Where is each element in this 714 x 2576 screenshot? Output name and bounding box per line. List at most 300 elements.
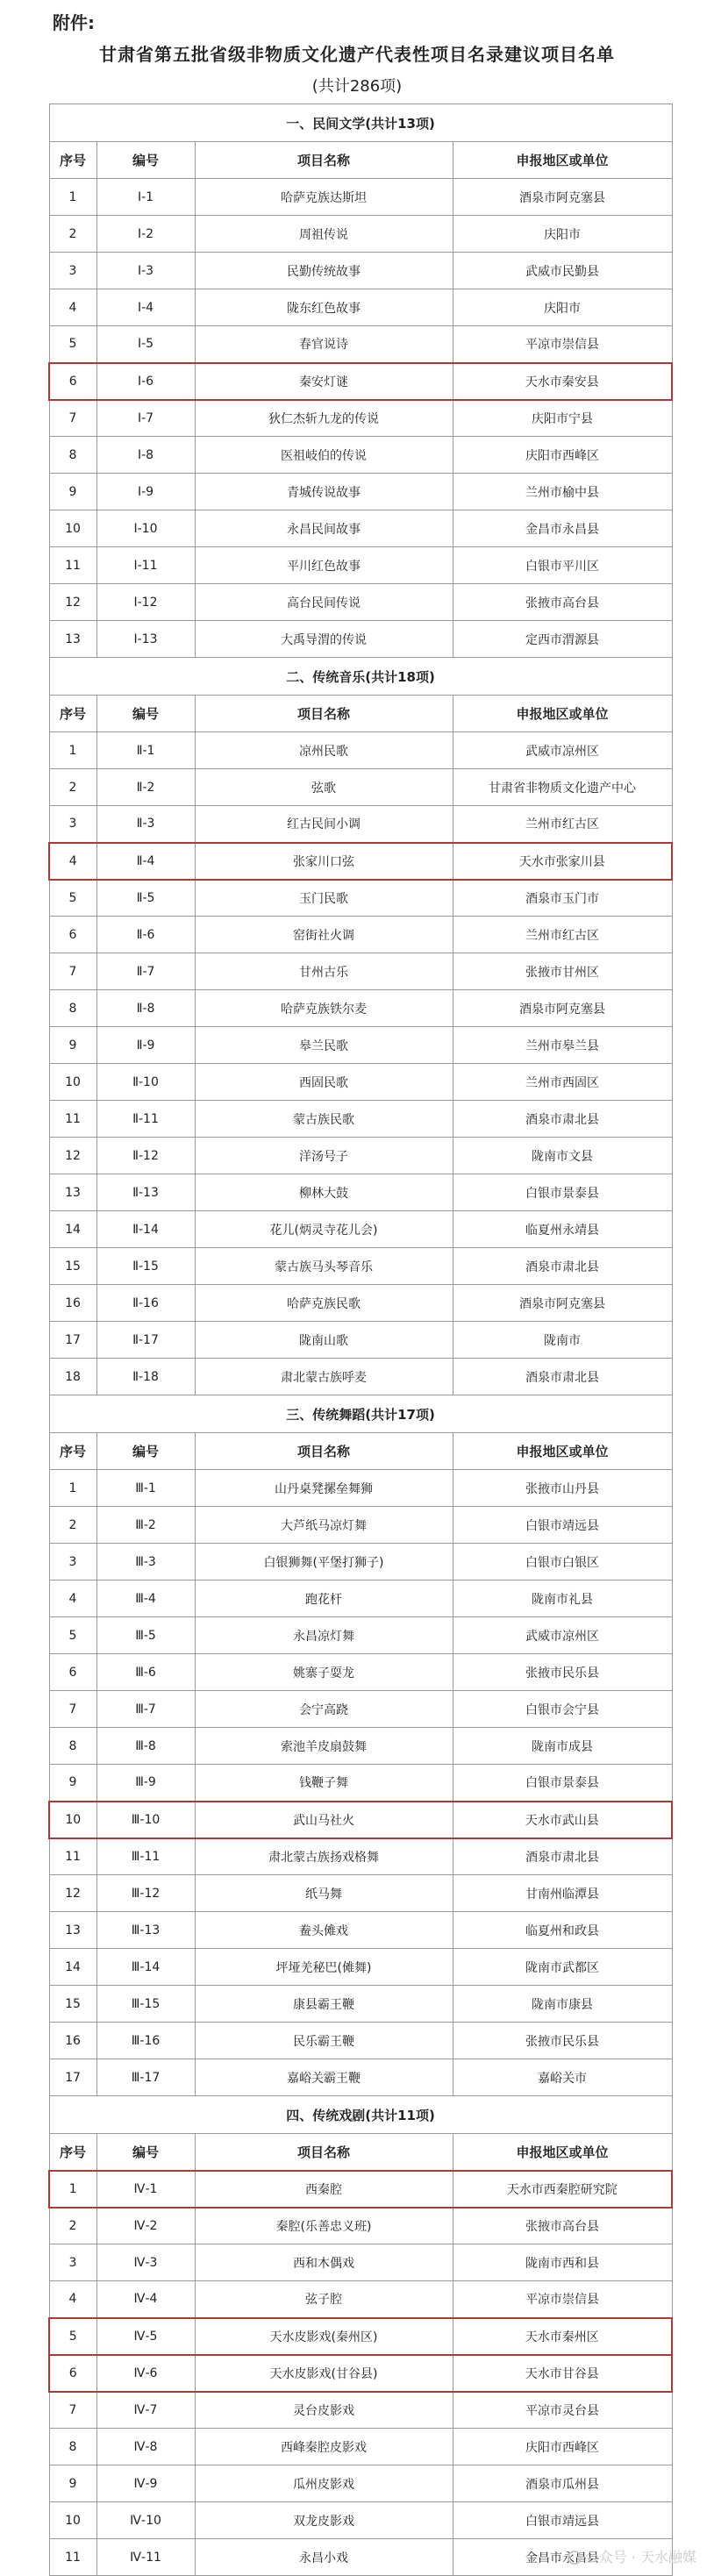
row-index: 4: [49, 843, 96, 880]
row-region: 庆阳市西峰区: [453, 2429, 672, 2465]
row-index: 1: [49, 179, 96, 216]
section-header: [49, 2096, 672, 2134]
row-index: 11: [49, 2539, 96, 2576]
row-project-name: 双龙皮影戏: [195, 2502, 453, 2539]
table-row: [49, 1507, 672, 1544]
row-project-name: 医祖岐伯的传说: [195, 437, 453, 474]
row-project-name: 鲞头傩戏: [195, 1912, 453, 1949]
row-code: Ⅱ-2: [96, 769, 195, 806]
row-code: Ⅳ-3: [96, 2244, 195, 2281]
row-region: 武威市凉州区: [453, 1617, 672, 1654]
row-index: 1: [49, 1470, 96, 1507]
row-index: 6: [49, 363, 96, 400]
row-code: Ⅲ-16: [96, 2023, 195, 2059]
row-code: Ⅱ-13: [96, 1174, 195, 1211]
row-region: 白银市白银区: [453, 1544, 672, 1581]
table-row: [49, 806, 672, 843]
row-project-name: 西秦腔: [195, 2171, 453, 2208]
row-index: 11: [49, 547, 96, 584]
row-project-name: 春官说诗: [195, 326, 453, 363]
row-project-name: 民勤传统故事: [195, 253, 453, 289]
row-code: Ⅱ-1: [96, 732, 195, 769]
row-code: Ⅳ-10: [96, 2502, 195, 2539]
row-region: 陇南市武都区: [453, 1949, 672, 1986]
row-code: Ⅲ-5: [96, 1617, 195, 1654]
row-index: 17: [49, 2059, 96, 2096]
row-project-name: 坪垭羌秘巴(傩舞): [195, 1949, 453, 1986]
row-index: 9: [49, 2465, 96, 2502]
row-code: Ⅰ-8: [96, 437, 195, 474]
row-project-name: 灵台皮影戏: [195, 2392, 453, 2429]
code-header: 编号: [96, 1433, 195, 1470]
row-region: 天水市秦安县: [453, 363, 672, 400]
row-region: 酒泉市肃北县: [453, 1101, 672, 1138]
table-row: [49, 547, 672, 584]
row-index: 1: [49, 732, 96, 769]
row-region: 兰州市红古区: [453, 806, 672, 843]
row-project-name: 武山马社火: [195, 1802, 453, 1838]
row-code: Ⅱ-14: [96, 1211, 195, 1248]
table-row: [49, 363, 672, 400]
row-project-name: 秦腔(乐善忠义班): [195, 2208, 453, 2244]
row-region: 张掖市民乐县: [453, 1654, 672, 1691]
row-project-name: 洋汤号子: [195, 1138, 453, 1174]
row-code: Ⅳ-5: [96, 2318, 195, 2355]
row-project-name: 甘州古乐: [195, 953, 453, 990]
row-code: Ⅱ-12: [96, 1138, 195, 1174]
row-region: 兰州市皋兰县: [453, 1027, 672, 1064]
row-index: 6: [49, 1654, 96, 1691]
row-region: 陇南市康县: [453, 1986, 672, 2023]
row-region: 酒泉市阿克塞县: [453, 990, 672, 1027]
project-name-header: 项目名称: [195, 2134, 453, 2171]
wechat-icon: [568, 2551, 582, 2565]
row-project-name: 跑花杆: [195, 1581, 453, 1617]
table-row: [49, 1802, 672, 1838]
table-row: [49, 1138, 672, 1174]
row-code: Ⅲ-13: [96, 1912, 195, 1949]
table-row: [49, 2502, 672, 2539]
table-row: [49, 400, 672, 437]
row-index: 3: [49, 806, 96, 843]
row-code: Ⅱ-11: [96, 1101, 195, 1138]
row-region: 酒泉市肃北县: [453, 1359, 672, 1395]
row-index: 3: [49, 2244, 96, 2281]
row-project-name: 皋兰民歌: [195, 1027, 453, 1064]
row-index: 7: [49, 400, 96, 437]
row-project-name: 狄仁杰斩九龙的传说: [195, 400, 453, 437]
row-project-name: 平川红色故事: [195, 547, 453, 584]
row-region: 武威市民勤县: [453, 253, 672, 289]
row-project-name: 大禹导渭的传说: [195, 621, 453, 658]
table-row: [49, 953, 672, 990]
row-code: Ⅲ-12: [96, 1875, 195, 1912]
table-row: [49, 2059, 672, 2096]
column-header-row: [49, 696, 672, 732]
row-project-name: 姚寨子耍龙: [195, 1654, 453, 1691]
row-region: 酒泉市阿克塞县: [453, 179, 672, 216]
table-row: [49, 843, 672, 880]
row-project-name: 索池羊皮扇鼓舞: [195, 1728, 453, 1765]
code-header: 编号: [96, 696, 195, 732]
row-project-name: 永昌民间故事: [195, 510, 453, 547]
row-region: 金昌市永昌县: [453, 510, 672, 547]
row-index: 2: [49, 769, 96, 806]
row-code: Ⅲ-6: [96, 1654, 195, 1691]
attachment-label: 附件:: [53, 12, 95, 33]
row-region: 白银市平川区: [453, 547, 672, 584]
table-row: [49, 732, 672, 769]
row-project-name: 嘉峪关霸王鞭: [195, 2059, 453, 2096]
column-header-row: [49, 1433, 672, 1470]
row-project-name: 青城传说故事: [195, 474, 453, 510]
row-project-name: 周祖传说: [195, 216, 453, 253]
row-index: 15: [49, 1248, 96, 1285]
table-row: [49, 510, 672, 547]
row-index: 5: [49, 326, 96, 363]
row-code: Ⅲ-3: [96, 1544, 195, 1581]
table-row: [49, 2465, 672, 2502]
row-code: Ⅲ-4: [96, 1581, 195, 1617]
row-project-name: 天水皮影戏(秦州区): [195, 2318, 453, 2355]
table-row: [49, 1211, 672, 1248]
row-project-name: 肃北蒙古族呼麦: [195, 1359, 453, 1395]
column-header-row: [49, 2134, 672, 2171]
row-project-name: 瓜州皮影戏: [195, 2465, 453, 2502]
index-header: 序号: [49, 696, 96, 732]
row-region: 张掖市甘州区: [453, 953, 672, 990]
row-project-name: 永昌凉灯舞: [195, 1617, 453, 1654]
table-row: [49, 917, 672, 953]
table-row: [49, 2429, 672, 2465]
table-row: [49, 1359, 672, 1395]
table-row: [49, 621, 672, 658]
row-index: 7: [49, 953, 96, 990]
row-region: 陇南市礼县: [453, 1581, 672, 1617]
row-code: Ⅱ-7: [96, 953, 195, 990]
row-index: 14: [49, 1949, 96, 1986]
row-index: 16: [49, 2023, 96, 2059]
row-index: 8: [49, 1728, 96, 1765]
column-header-row: [49, 142, 672, 179]
row-index: 7: [49, 1691, 96, 1728]
row-region: 甘肃省非物质文化遗产中心: [453, 769, 672, 806]
row-code: Ⅱ-16: [96, 1285, 195, 1322]
row-code: Ⅲ-17: [96, 2059, 195, 2096]
row-region: 庆阳市西峰区: [453, 437, 672, 474]
table-row: [49, 179, 672, 216]
row-index: 8: [49, 2429, 96, 2465]
row-region: 甘南州临潭县: [453, 1875, 672, 1912]
row-code: Ⅳ-4: [96, 2281, 195, 2318]
row-index: 2: [49, 2208, 96, 2244]
index-header: 序号: [49, 2134, 96, 2171]
row-code: Ⅲ-7: [96, 1691, 195, 1728]
table-row: [49, 990, 672, 1027]
row-region: 金昌市永昌县: [453, 2539, 672, 2576]
row-region: 天水市张家川县: [453, 843, 672, 880]
row-index: 5: [49, 2318, 96, 2355]
row-project-name: 西峰秦腔皮影戏: [195, 2429, 453, 2465]
row-code: Ⅲ-8: [96, 1728, 195, 1765]
row-code: Ⅳ-6: [96, 2355, 195, 2392]
row-project-name: 肃北蒙古族扬戏格舞: [195, 1838, 453, 1875]
section-title: 二、传统音乐(共计18项): [49, 658, 672, 696]
row-region: 张掖市高台县: [453, 584, 672, 621]
row-code: Ⅰ-6: [96, 363, 195, 400]
row-region: 白银市靖远县: [453, 1507, 672, 1544]
table-row: [49, 2208, 672, 2244]
row-region: 酒泉市阿克塞县: [453, 1285, 672, 1322]
section-header: [49, 658, 672, 696]
table-row: [49, 1285, 672, 1322]
row-index: 1: [49, 2171, 96, 2208]
row-project-name: 西固民歌: [195, 1064, 453, 1101]
row-code: Ⅱ-15: [96, 1248, 195, 1285]
row-project-name: 大芦纸马凉灯舞: [195, 1507, 453, 1544]
row-project-name: 哈萨克族达斯坦: [195, 179, 453, 216]
table-row: [49, 1765, 672, 1802]
table-row: [49, 326, 672, 363]
table-row: [49, 1949, 672, 1986]
watermark: [568, 2546, 696, 2566]
row-index: 5: [49, 880, 96, 917]
code-header: 编号: [96, 142, 195, 179]
row-region: 白银市靖远县: [453, 2502, 672, 2539]
row-project-name: 陇东红色故事: [195, 289, 453, 326]
row-code: Ⅲ-10: [96, 1802, 195, 1838]
table-row: [49, 289, 672, 326]
row-index: 13: [49, 621, 96, 658]
row-index: 4: [49, 1581, 96, 1617]
table-row: [49, 2318, 672, 2355]
row-region: 酒泉市瓜州县: [453, 2465, 672, 2502]
row-project-name: 蒙古族马头琴音乐: [195, 1248, 453, 1285]
row-region: 陇南市: [453, 1322, 672, 1359]
row-code: Ⅱ-4: [96, 843, 195, 880]
row-region: 酒泉市肃北县: [453, 1248, 672, 1285]
row-project-name: 凉州民歌: [195, 732, 453, 769]
row-project-name: 秦安灯谜: [195, 363, 453, 400]
row-project-name: 蒙古族民歌: [195, 1101, 453, 1138]
row-project-name: 会宁高跷: [195, 1691, 453, 1728]
row-code: Ⅰ-11: [96, 547, 195, 584]
row-region: 嘉峪关市: [453, 2059, 672, 2096]
table-row: [49, 216, 672, 253]
row-region: 平凉市崇信县: [453, 326, 672, 363]
row-project-name: 弦歌: [195, 769, 453, 806]
row-index: 14: [49, 1211, 96, 1248]
row-code: Ⅱ-17: [96, 1322, 195, 1359]
row-index: 13: [49, 1174, 96, 1211]
table-row: [49, 437, 672, 474]
row-region: 张掖市山丹县: [453, 1470, 672, 1507]
row-region: 兰州市榆中县: [453, 474, 672, 510]
row-index: 10: [49, 1064, 96, 1101]
project-table: [48, 103, 673, 2576]
row-region: 天水市秦州区: [453, 2318, 672, 2355]
row-region: 天水市武山县: [453, 1802, 672, 1838]
row-index: 11: [49, 1101, 96, 1138]
row-code: Ⅱ-9: [96, 1027, 195, 1064]
row-index: 9: [49, 1765, 96, 1802]
table-row: [49, 474, 672, 510]
row-project-name: 永昌小戏: [195, 2539, 453, 2576]
index-header: 序号: [49, 1433, 96, 1470]
table-row: [49, 1617, 672, 1654]
project-name-header: 项目名称: [195, 696, 453, 732]
row-index: 8: [49, 990, 96, 1027]
row-code: Ⅲ-11: [96, 1838, 195, 1875]
row-code: Ⅳ-9: [96, 2465, 195, 2502]
table-row: [49, 1064, 672, 1101]
table-row: [49, 1728, 672, 1765]
row-code: Ⅱ-3: [96, 806, 195, 843]
row-index: 10: [49, 1802, 96, 1838]
row-code: Ⅲ-1: [96, 1470, 195, 1507]
row-index: 3: [49, 1544, 96, 1581]
row-region: 平凉市灵台县: [453, 2392, 672, 2429]
row-code: Ⅱ-10: [96, 1064, 195, 1101]
row-code: Ⅱ-6: [96, 917, 195, 953]
row-index: 13: [49, 1912, 96, 1949]
watermark-text: 公众号 · 天水融媒: [584, 2549, 696, 2565]
row-project-name: 花儿(炳灵寺花儿会): [195, 1211, 453, 1248]
row-code: Ⅱ-8: [96, 990, 195, 1027]
row-project-name: 弦子腔: [195, 2281, 453, 2318]
row-project-name: 陇南山歌: [195, 1322, 453, 1359]
section-header: [49, 1395, 672, 1433]
row-project-name: 康县霸王鞭: [195, 1986, 453, 2023]
row-project-name: 天水皮影戏(甘谷县): [195, 2355, 453, 2392]
row-project-name: 柳林大鼓: [195, 1174, 453, 1211]
row-region: 武威市凉州区: [453, 732, 672, 769]
table-row: [49, 2281, 672, 2318]
table-row: [49, 2392, 672, 2429]
row-index: 2: [49, 216, 96, 253]
row-code: Ⅳ-8: [96, 2429, 195, 2465]
row-code: Ⅰ-10: [96, 510, 195, 547]
row-index: 9: [49, 1027, 96, 1064]
row-region: 庆阳市: [453, 289, 672, 326]
table-row: [49, 769, 672, 806]
row-region: 临夏州和政县: [453, 1912, 672, 1949]
row-region: 兰州市红古区: [453, 917, 672, 953]
row-region: 陇南市成县: [453, 1728, 672, 1765]
row-region: 陇南市文县: [453, 1138, 672, 1174]
row-index: 12: [49, 1138, 96, 1174]
row-region: 临夏州永靖县: [453, 1211, 672, 1248]
row-region: 定西市渭源县: [453, 621, 672, 658]
row-region: 张掖市高台县: [453, 2208, 672, 2244]
table-row: [49, 1986, 672, 2023]
row-code: Ⅱ-18: [96, 1359, 195, 1395]
row-code: Ⅱ-5: [96, 880, 195, 917]
row-index: 12: [49, 584, 96, 621]
row-project-name: 民乐霸王鞭: [195, 2023, 453, 2059]
row-project-name: 哈萨克族民歌: [195, 1285, 453, 1322]
row-region: 庆阳市: [453, 216, 672, 253]
row-index: 4: [49, 2281, 96, 2318]
row-index: 3: [49, 253, 96, 289]
table-row: [49, 1654, 672, 1691]
row-region: 白银市景泰县: [453, 1765, 672, 1802]
project-name-header: 项目名称: [195, 142, 453, 179]
row-code: Ⅰ-2: [96, 216, 195, 253]
section-header: [49, 104, 672, 142]
table-row: [49, 2244, 672, 2281]
row-index: 17: [49, 1322, 96, 1359]
row-project-name: 哈萨克族铁尔麦: [195, 990, 453, 1027]
row-index: 6: [49, 917, 96, 953]
row-code: Ⅳ-11: [96, 2539, 195, 2576]
row-project-name: 纸马舞: [195, 1875, 453, 1912]
row-code: Ⅰ-12: [96, 584, 195, 621]
table-row: [49, 1174, 672, 1211]
row-region: 陇南市西和县: [453, 2244, 672, 2281]
row-index: 9: [49, 474, 96, 510]
row-index: 2: [49, 1507, 96, 1544]
row-project-name: 张家川口弦: [195, 843, 453, 880]
row-code: Ⅲ-14: [96, 1949, 195, 1986]
section-title: 一、民间文学(共计13项): [49, 104, 672, 142]
row-index: 15: [49, 1986, 96, 2023]
row-region: 白银市会宁县: [453, 1691, 672, 1728]
table-row: [49, 2355, 672, 2392]
row-region: 兰州市西固区: [453, 1064, 672, 1101]
row-index: 11: [49, 1838, 96, 1875]
region-header: 申报地区或单位: [453, 696, 672, 732]
row-code: Ⅳ-2: [96, 2208, 195, 2244]
row-code: Ⅰ-13: [96, 621, 195, 658]
row-code: Ⅲ-15: [96, 1986, 195, 2023]
row-index: 10: [49, 510, 96, 547]
row-project-name: 山丹桌凳摞垒舞狮: [195, 1470, 453, 1507]
row-index: 7: [49, 2392, 96, 2429]
row-code: Ⅲ-9: [96, 1765, 195, 1802]
table-row: [49, 1691, 672, 1728]
row-code: Ⅰ-5: [96, 326, 195, 363]
row-project-name: 玉门民歌: [195, 880, 453, 917]
row-region: 酒泉市玉门市: [453, 880, 672, 917]
table-row: [49, 2171, 672, 2208]
page-title: 甘肃省第五批省级非物质文化遗产代表性项目名录建议项目名单: [99, 44, 615, 65]
index-header: 序号: [49, 142, 96, 179]
row-index: 16: [49, 1285, 96, 1322]
row-index: 18: [49, 1359, 96, 1395]
table-row: [49, 1027, 672, 1064]
table-row: [49, 1912, 672, 1949]
row-region: 白银市景泰县: [453, 1174, 672, 1211]
section-title: 四、传统戏剧(共计11项): [49, 2096, 672, 2134]
table-row: [49, 2023, 672, 2059]
row-index: 12: [49, 1875, 96, 1912]
table-row: [49, 880, 672, 917]
row-project-name: 窑街社火调: [195, 917, 453, 953]
region-header: 申报地区或单位: [453, 2134, 672, 2171]
row-project-name: 高台民间传说: [195, 584, 453, 621]
row-project-name: 白银狮舞(平堡打狮子): [195, 1544, 453, 1581]
table-row: [49, 1101, 672, 1138]
row-region: 庆阳市宁县: [453, 400, 672, 437]
section-title: 三、传统舞蹈(共计17项): [49, 1395, 672, 1433]
row-project-name: 钱鞭子舞: [195, 1765, 453, 1802]
row-region: 天水市甘谷县: [453, 2355, 672, 2392]
row-project-name: 红古民间小调: [195, 806, 453, 843]
row-index: 5: [49, 1617, 96, 1654]
region-header: 申报地区或单位: [453, 1433, 672, 1470]
row-code: Ⅲ-2: [96, 1507, 195, 1544]
